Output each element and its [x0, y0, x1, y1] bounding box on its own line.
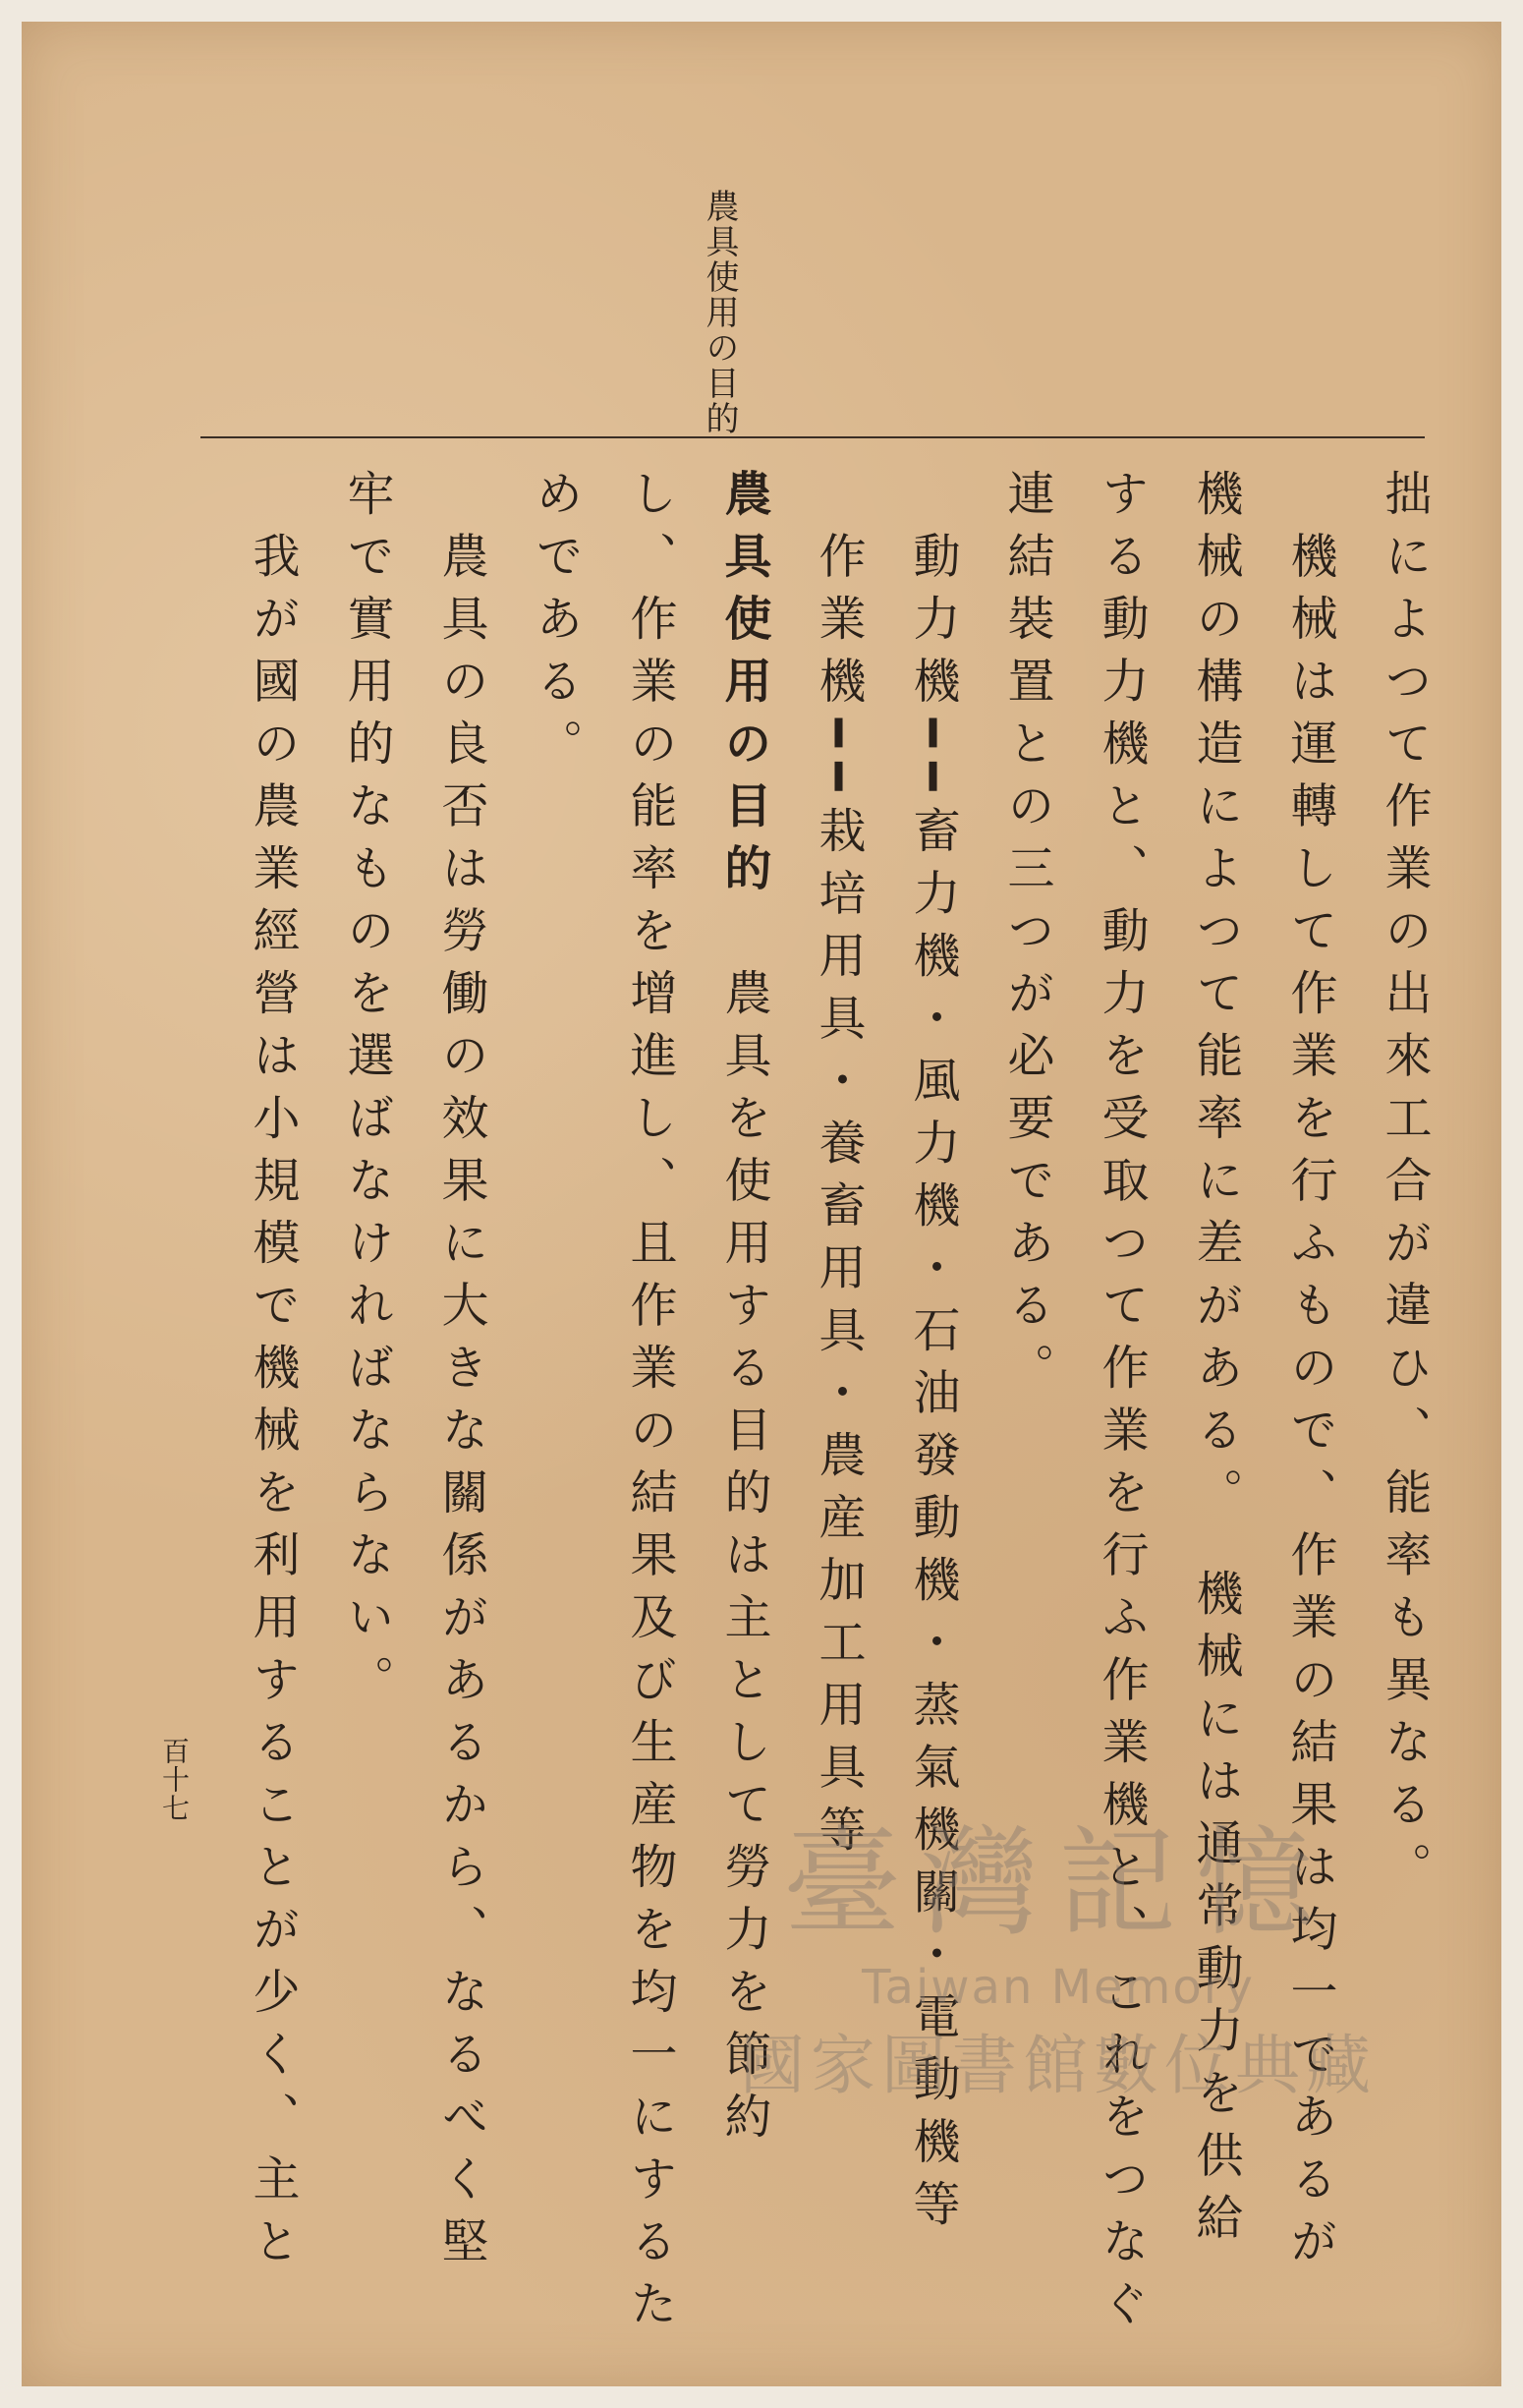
- section-heading: 農具使用の目的: [716, 469, 771, 906]
- text-line-7: 作業機━━栽培用具・養畜用具・農産加工用具等: [811, 469, 866, 1867]
- text-line-6: 動力機━━畜力機・風力機・石油發動機・蒸氣機關・電動機等: [905, 469, 960, 2242]
- section-text-3: めである。: [528, 469, 583, 781]
- section-text-1: 農具を使用する目的は主として勞力を節約: [716, 968, 771, 2154]
- section-text-2: し、作業の能率を增進し、且作業の結果及び生産物を均一にするた: [622, 469, 677, 2341]
- watermark-library: 國家圖書館數位典藏: [740, 2028, 1377, 2103]
- text-line-2: 機械は運轉して作業を行ふもので、作業の結果は均一であるが: [1282, 469, 1337, 2279]
- header-rule: [200, 436, 1425, 438]
- text-line-1: 拙によつて作業の出來工合が違ひ、能率も異なる。: [1377, 469, 1432, 1905]
- text-line-5: 連結裝置との三つが必要である。: [999, 469, 1054, 1405]
- watermark-subtitle: Taiwan Memory: [862, 1960, 1255, 2015]
- book-page: [22, 22, 1501, 2386]
- page-number: 百十七: [158, 1737, 191, 1822]
- section-text-4: 農具の良否は勞働の效果に大きな關係があるから、なるべく堅: [433, 469, 488, 2279]
- text-line-4: する動力機と、動力を受取つて作業を行ふ作業機と、これをつなぐ: [1094, 469, 1149, 2341]
- running-head: 農具使用の目的: [700, 189, 739, 436]
- section-text-5: 牢で實用的なものを選ばなければならない。: [339, 469, 394, 1717]
- section-text-6: 我が國の農業經營は小規模で機械を利用することが少く、主と: [245, 469, 300, 2279]
- watermark-title: 臺灣記憶: [783, 1815, 1333, 1952]
- watermark: [670, 1810, 1446, 2223]
- text-line-3: 機械の構造によつて能率に差がある。 機械には通常動力を供給: [1188, 469, 1243, 2256]
